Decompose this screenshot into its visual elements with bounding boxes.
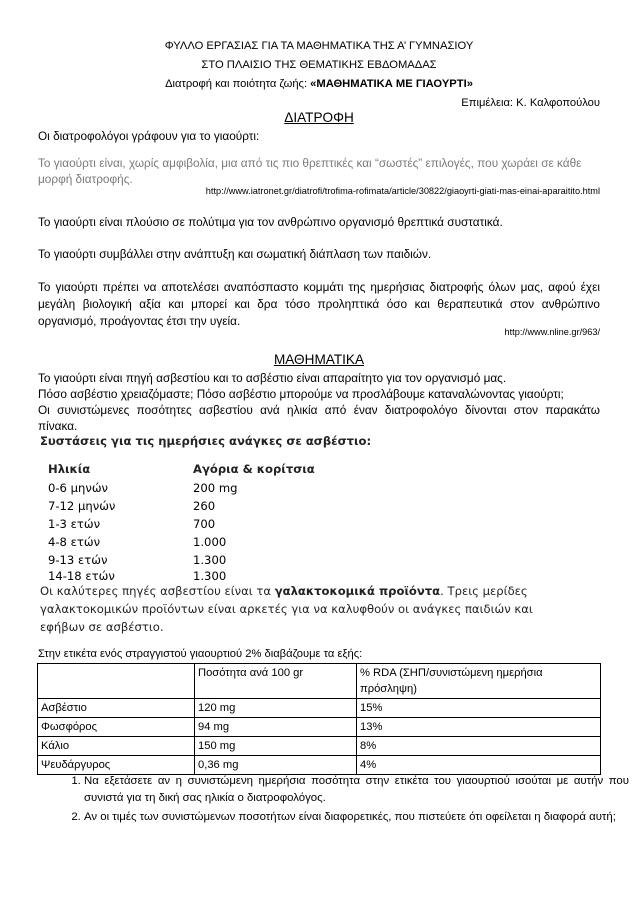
diet-intro: Οι διατροφολόγοι γράφουν για το γιαούρτι: — [38, 129, 260, 143]
diet-paragraph-2: Το γιαούρτι συμβάλλει στην ανάπτυξη και σωματική διάπλαση των παιδιών. — [38, 247, 432, 261]
math-line-1: Το γιαούρτι είναι πηγή ασβεστίου και το ασβέστιο είναι απαραίτητο για τον οργανισμό μας. — [38, 371, 507, 385]
table-cell: 15% — [357, 699, 601, 718]
rec-value-5: 1.300 — [193, 553, 227, 567]
table-cell: Κάλιο — [38, 737, 195, 756]
rec-age-4: 4-8 ετών — [48, 535, 101, 549]
diet-section-title: ΔΙΑΤΡΟΦΗ — [284, 110, 354, 125]
diet-paragraph-3-line-1: Το γιαούρτι πρέπει να αποτελέσει αναπόσπαστο κομμάτι της ημερήσιας διατροφής όλων μας, αφού έχει — [38, 280, 600, 294]
rec-note-bold: γαλακτοκομικά προϊόντα — [274, 584, 441, 598]
rec-note-line-1 — [40, 584, 528, 598]
math-line-4: πίνακα. — [38, 419, 78, 433]
header-subtitle: Διατροφή και ποιότητα ζωής: — [165, 78, 311, 90]
rec-note-prefix: Οι καλύτερες πηγές ασβεστίου είναι τα — [40, 584, 275, 598]
nutrition-table — [37, 663, 601, 775]
table-cell: 120 mg — [195, 699, 357, 718]
diet-paragraph-3-line-2: μεγάλη βιολογική αξία και μπορεί και δρα τόσο προληπτικά όσο και θεραπευτικά στον ανθρώπινο — [38, 297, 600, 311]
editor-credit: Επιμέλεια: Κ. Καλφοπούλου — [461, 97, 600, 109]
table-cell: 4% — [357, 756, 601, 775]
rec-age-5: 9-13 ετών — [48, 553, 108, 567]
header-line-3 — [0, 78, 638, 90]
label-intro: Στην ετικέτα ενός στραγγιστού γιαουρτιού 2% διαβάζουμε τα εξής: — [38, 648, 363, 660]
header-title-bold: «ΜΑΘΗΜΑΤΙΚΑ ΜΕ ΓΙΑΟΥΡΤΙ» — [310, 78, 473, 90]
table-header-row — [38, 664, 601, 699]
rec-note-line-2: γαλακτοκομικών προϊόντων είναι αρκετές για να καλυφθούν οι ανάγκες παιδιών και — [40, 602, 533, 616]
table-header-cell: % RDA (ΣΗΠ/συνιστώμενη ημερήσια πρόσληψη) — [357, 664, 601, 699]
recommendations-col-group: Αγόρια & κορίτσια — [193, 462, 315, 476]
source-link-2[interactable]: http://www.nline.gr/963/ — [504, 327, 600, 337]
rec-value-1: 200 mg — [193, 481, 238, 495]
rec-age-1: 0-6 μηνών — [48, 481, 109, 495]
quote-line-1: Το γιαούρτι είναι, χωρίς αμφιβολία, μια από τις πιο θρεπτικές και “σωστές” επιλογές, που χωράει σε κάθε — [38, 156, 582, 170]
source-link-1[interactable]: http://www.iatronet.gr/diatrofi/trofima-rofimata/article/30822/giaoyrti-giati-mas-einai-aparaitito.html — [205, 186, 600, 196]
rec-value-2: 260 — [193, 499, 216, 513]
table-header-cell: Ποσότητα ανά 100 gr — [195, 664, 357, 699]
table-header-cell — [38, 664, 195, 699]
table-row — [38, 756, 601, 775]
table-row — [38, 699, 601, 718]
question-item: 2. Αν οι τιμές των συνιστώμενων ποσοτήτων είναι διαφορετικές, που πιστεύετε ότι οφείλεται η διαφορά αυτή; — [84, 809, 629, 826]
table-cell: Ψευδάργυρος — [38, 756, 195, 775]
rec-value-6: 1.300 — [193, 569, 227, 583]
table-cell: 150 mg — [195, 737, 357, 756]
diet-paragraph-1: Το γιαούρτι είναι πλούσιο σε πολύτιμα για τον ανθρώπινο οργανισμό θρεπτικά συστατικά. — [38, 215, 503, 229]
math-line-3: Οι συνιστώμενες ποσότητες ασβεστίου ανά ηλικία από έναν διατροφολόγο δίνονται στον παρακάτω — [38, 403, 600, 417]
header-line-2: ΣΤΟ ΠΛΑΙΣΙΟ ΤΗΣ ΘΕΜΑΤΙΚΗΣ ΕΒΔΟΜΑΔΑΣ — [201, 59, 437, 71]
rec-age-2: 7-12 μηνών — [48, 499, 116, 513]
table-cell: 94 mg — [195, 718, 357, 737]
rec-value-4: 1.000 — [193, 535, 227, 549]
recommendations-col-age: Ηλικία — [48, 462, 91, 476]
rec-note-suffix: . Τρεις μερίδες — [440, 584, 528, 598]
recommendations-title: Συστάσεις για τις ημερήσιες ανάγκες σε ασβέστιο: — [40, 434, 372, 448]
table-cell: 13% — [357, 718, 601, 737]
math-section-title: ΜΑΘΗΜΑΤΙΚΑ — [273, 352, 365, 367]
questions-list — [58, 773, 629, 828]
table-cell: Ασβέστιο — [38, 699, 195, 718]
rec-age-3: 1-3 ετών — [48, 517, 101, 531]
table-row — [38, 718, 601, 737]
table-cell: Φωσφόρος — [38, 718, 195, 737]
rec-age-6: 14-18 ετών — [48, 569, 115, 583]
quote-line-2: μορφή διατροφής. — [38, 172, 133, 186]
diet-paragraph-3-line-3: οργανισμό, προάγοντας έτσι την υγεία. — [38, 314, 241, 328]
question-item: 1. Να εξετάσετε αν η συνιστώμενη ημερήσια ποσότητα στην ετικέτα του γιαουρτιού ισούται με αυτήν που συνιστά για τη δική σας ηλικία ο διατροφολόγος. — [84, 773, 629, 807]
table-cell: 0,36 mg — [195, 756, 357, 775]
table-cell: 8% — [357, 737, 601, 756]
rec-value-3: 700 — [193, 517, 216, 531]
rec-note-line-3: εφήβων σε ασβέστιο. — [40, 620, 164, 634]
table-row — [38, 737, 601, 756]
math-line-2: Πόσο ασβέστιο χρειαζόμαστε; Πόσο ασβέστιο μπορούμε να προσλάβουμε καταναλώνοντας γιαούρτι; — [38, 387, 564, 401]
header-line-1: ΦΥΛΛΟ ΕΡΓΑΣΙΑΣ ΓΙΑ ΤΑ ΜΑΘΗΜΑΤΙΚΑ ΤΗΣ Α’ ΓΥΜΝΑΣΙΟΥ — [164, 40, 474, 52]
